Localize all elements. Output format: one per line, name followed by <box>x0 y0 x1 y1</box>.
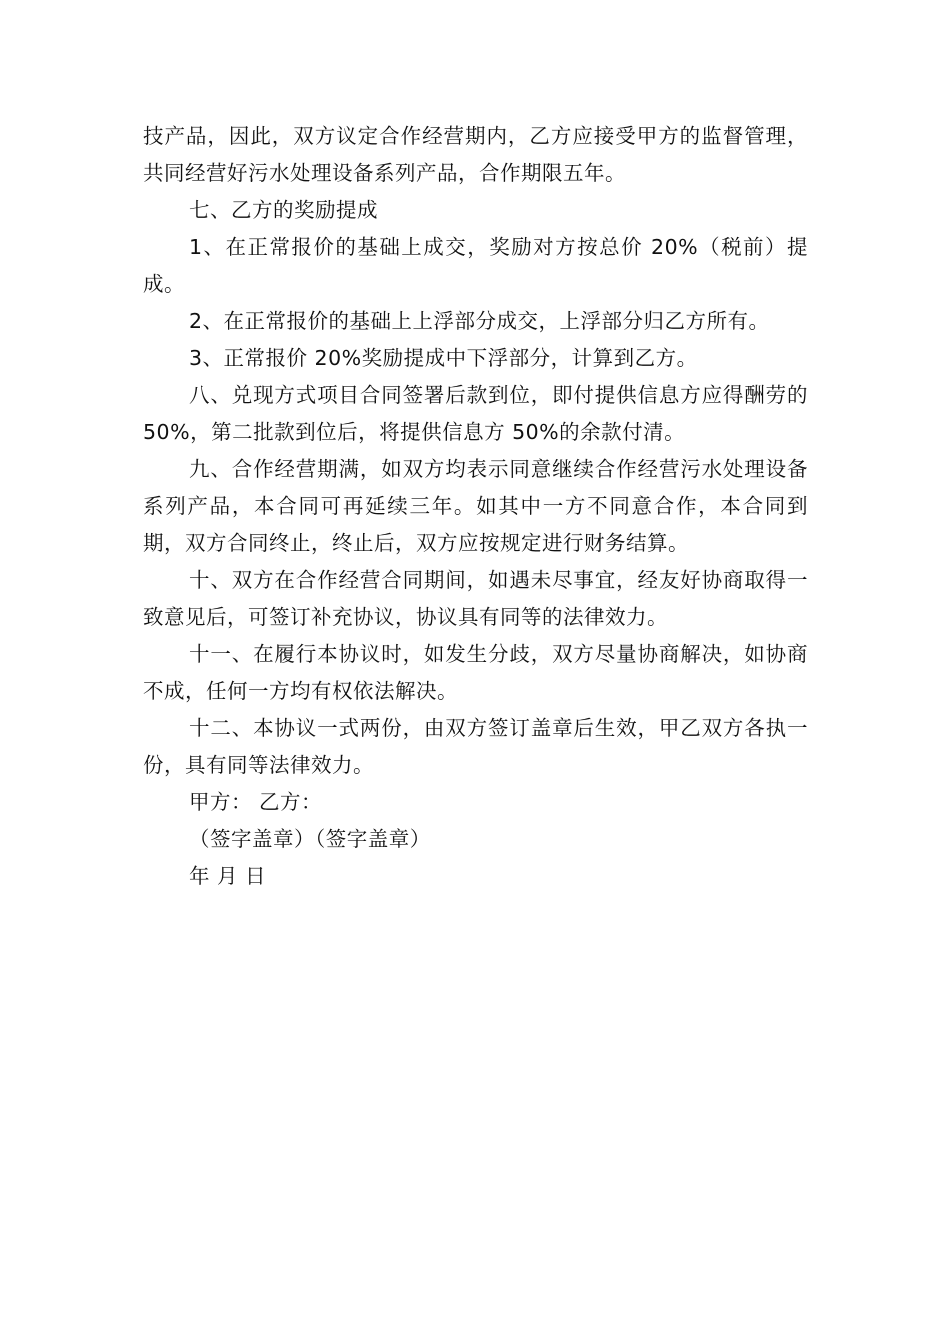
section-9: 九、合作经营期满，如双方均表示同意继续合作经营污水处理设备系列产品，本合同可再延续三年。如其中一方不同意合作，本合同到期，双方合同终止，终止后，双方应按规定进行财务结算。 <box>143 457 808 555</box>
clause-7-2: 2、在正常报价的基础上上浮部分成交，上浮部分归乙方所有。 <box>189 309 770 333</box>
document-body <box>143 118 808 895</box>
section-10: 十、双方在合作经营合同期间，如遇未尽事宜，经友好协商取得一致意见后，可签订补充协议，协议具有同等的法律效力。 <box>143 568 808 629</box>
section-heading-7: 七、乙方的奖励提成 <box>189 198 378 222</box>
signature-stamp-line: （签字盖章）（签字盖章） <box>189 827 431 851</box>
date-line: 年 月 日 <box>189 864 267 888</box>
signature-parties: 甲方： 乙方： <box>189 790 323 814</box>
clause-7-1: 1、在正常报价的基础上成交，奖励对方按总价 20%（税前）提成。 <box>143 235 808 296</box>
paragraph-continuation: 技产品，因此，双方议定合作经营期内，乙方应接受甲方的监督管理，共同经营好污水处理设备系列产品，合作期限五年。 <box>143 124 808 185</box>
section-12: 十二、本协议一式两份，由双方签订盖章后生效，甲乙双方各执一份，具有同等法律效力。 <box>143 716 808 777</box>
section-8: 八、兑现方式项目合同签署后款到位，即付提供信息方应得酬劳的 50%，第二批款到位后，将提供信息方 50%的余款付清。 <box>143 383 808 444</box>
clause-7-3: 3、正常报价 20%奖励提成中下浮部分，计算到乙方。 <box>189 346 698 370</box>
section-11: 十一、在履行本协议时，如发生分歧，双方尽量协商解决，如协商不成，任何一方均有权依法解决。 <box>143 642 808 703</box>
